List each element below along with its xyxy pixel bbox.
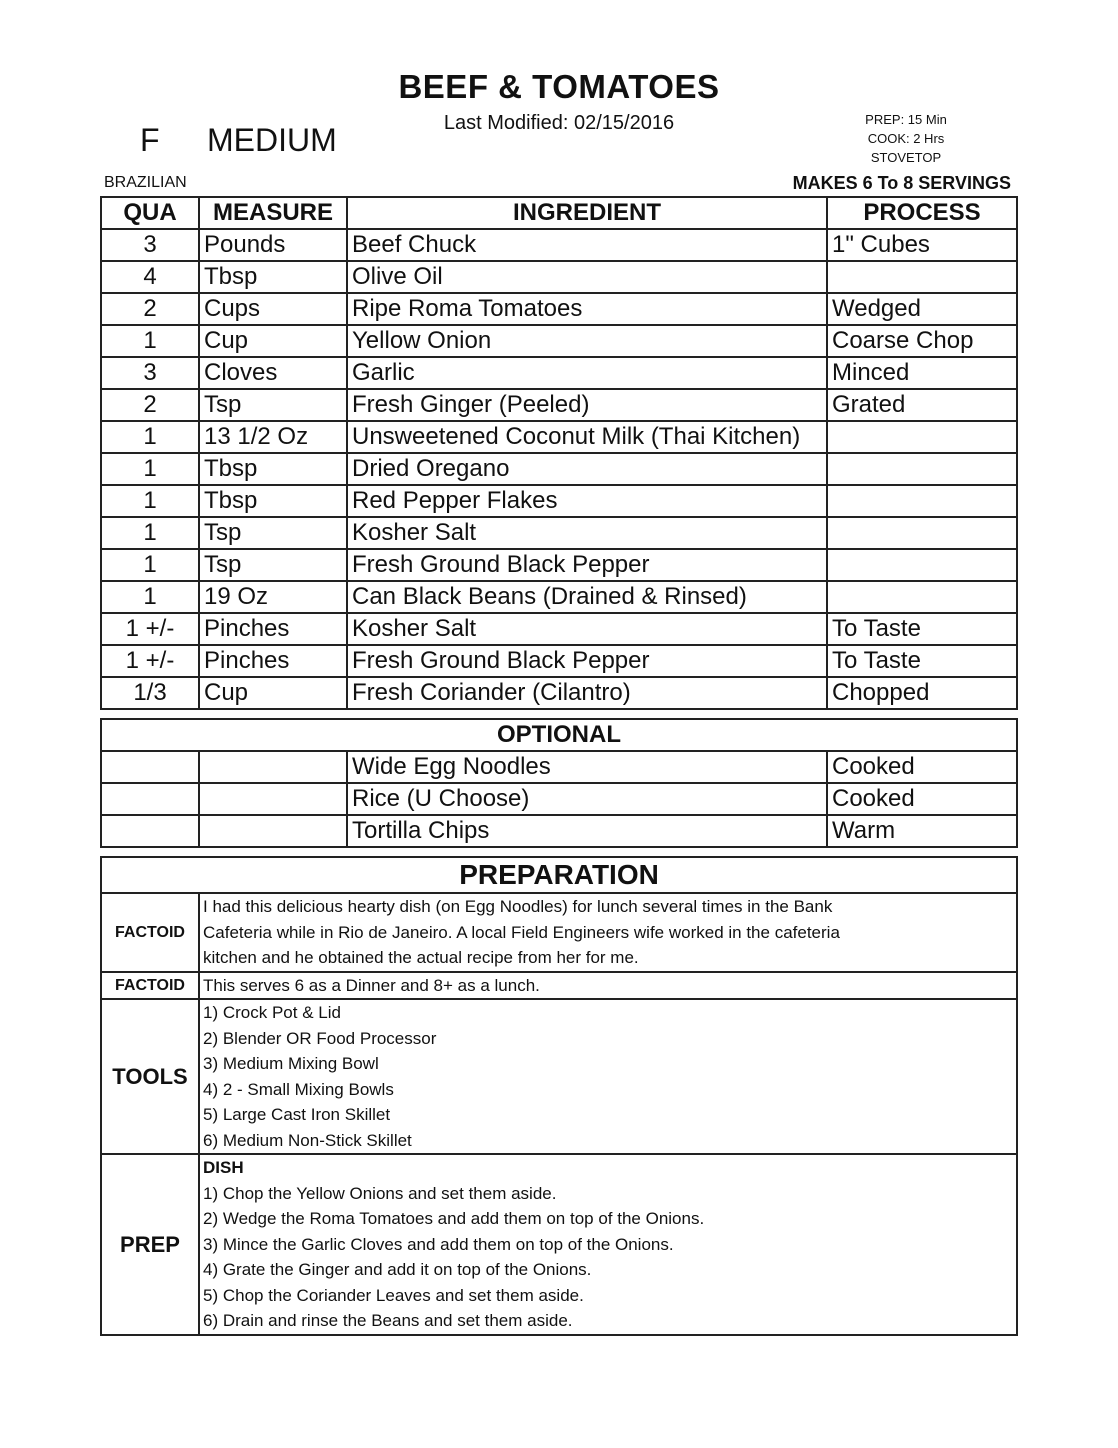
ingredient-row xyxy=(101,517,1017,549)
qty-cell: 2 xyxy=(101,293,199,325)
process-cell: Chopped xyxy=(827,677,1017,709)
ingredient-cell: Kosher Salt xyxy=(347,613,827,645)
ingredient-row xyxy=(101,389,1017,421)
ingredient-cell: Fresh Coriander (Cilantro) xyxy=(347,677,827,709)
measure-cell: Pinches xyxy=(199,645,347,677)
process-cell: Minced xyxy=(827,357,1017,389)
process-cell xyxy=(827,421,1017,453)
process-cell: Cooked xyxy=(827,783,1017,815)
ingredient-cell: Beef Chuck xyxy=(347,229,827,261)
tool-item: 1) Crock Pot & Lid xyxy=(203,1003,341,1022)
header-qua: QUA xyxy=(101,197,199,229)
measure-cell: Tsp xyxy=(199,389,347,421)
ingredient-row xyxy=(101,581,1017,613)
ingredient-cell: Garlic xyxy=(347,357,827,389)
qty-cell: 1 xyxy=(101,517,199,549)
qty-cell xyxy=(101,783,199,815)
ingredient-row xyxy=(101,261,1017,293)
qty-cell: 1 xyxy=(101,421,199,453)
process-cell xyxy=(827,581,1017,613)
qty-cell: 1 +/- xyxy=(101,645,199,677)
tool-item: 2) Blender OR Food Processor xyxy=(203,1028,437,1048)
header-ingredient: INGREDIENT xyxy=(347,197,827,229)
optional-row xyxy=(101,815,1017,847)
process-cell xyxy=(827,261,1017,293)
ingredient-cell: Fresh Ground Black Pepper xyxy=(347,549,827,581)
measure-cell: Cups xyxy=(199,293,347,325)
recipe-title: BEEF & TOMATOES xyxy=(398,68,720,105)
optional-row xyxy=(101,751,1017,783)
qty-cell: 1 xyxy=(101,485,199,517)
measure-cell: Tsp xyxy=(199,517,347,549)
prep-label: PREP xyxy=(101,1154,199,1335)
tool-item: 6) Medium Non-Stick Skillet xyxy=(203,1130,412,1150)
measure-cell xyxy=(199,751,347,783)
qty-cell: 4 xyxy=(101,261,199,293)
ingredient-row xyxy=(101,549,1017,581)
qty-cell: 1 xyxy=(101,325,199,357)
prep-step: 2) Wedge the Roma Tomatoes and add them on top of the Onions. xyxy=(203,1209,705,1228)
ingredient-row xyxy=(101,421,1017,453)
ingredient-row xyxy=(101,453,1017,485)
ingredient-row xyxy=(101,293,1017,325)
qty-cell xyxy=(101,751,199,783)
process-cell: Wedged xyxy=(827,293,1017,325)
measure-cell: Tbsp xyxy=(199,453,347,485)
prep-step: 5) Chop the Coriander Leaves and set them aside. xyxy=(203,1285,584,1305)
ingredient-cell: Olive Oil xyxy=(347,261,827,293)
qty-cell xyxy=(101,815,199,847)
process-cell xyxy=(827,453,1017,485)
optional-table xyxy=(100,718,1018,848)
process-cell xyxy=(827,549,1017,581)
ingredient-row xyxy=(101,645,1017,677)
ingredient-row xyxy=(101,677,1017,709)
header-measure: MEASURE xyxy=(199,197,347,229)
measure-cell xyxy=(199,815,347,847)
servings: MAKES 6 To 8 SERVINGS xyxy=(792,173,1011,193)
factoid-row xyxy=(101,972,1017,1000)
factoid-label: FACTOID xyxy=(101,972,199,1000)
ingredient-cell: Dried Oregano xyxy=(347,453,827,485)
factoid-line: Cafeteria while in Rio de Janeiro. A local Field Engineers wife worked in the cafeteria xyxy=(203,922,840,942)
cuisine: BRAZILIAN xyxy=(104,174,187,191)
ingredient-cell: Ripe Roma Tomatoes xyxy=(347,293,827,325)
cook-time: COOK: 2 Hrs xyxy=(867,131,945,146)
header-process: PROCESS xyxy=(827,197,1017,229)
tool-item: 5) Large Cast Iron Skillet xyxy=(203,1105,391,1124)
process-cell xyxy=(827,485,1017,517)
prep-step: 4) Grate the Ginger and add it on top of the Onions. xyxy=(203,1260,592,1279)
ingredient-cell: Unsweetened Coconut Milk (Thai Kitchen) xyxy=(347,421,827,453)
ingredient-row xyxy=(101,357,1017,389)
process-cell: Warm xyxy=(827,815,1017,847)
prep-time: PREP: 15 Min xyxy=(865,112,947,127)
qty-cell: 1 xyxy=(101,453,199,485)
factoid-text xyxy=(199,893,1017,972)
prep-steps xyxy=(199,1154,1017,1335)
qty-cell: 1 +/- xyxy=(101,613,199,645)
ingredient-row xyxy=(101,613,1017,645)
prep-step: 3) Mince the Garlic Cloves and add them on top of the Onions. xyxy=(203,1234,674,1254)
prep-row xyxy=(101,1154,1017,1335)
process-cell: 1" Cubes xyxy=(827,229,1017,261)
process-cell xyxy=(827,517,1017,549)
cook-method: STOVETOP xyxy=(870,150,942,165)
prep-heading: DISH xyxy=(203,1158,244,1177)
optional-header: OPTIONAL xyxy=(101,719,1017,751)
measure-cell: Tsp xyxy=(199,549,347,581)
ingredient-cell: Can Black Beans (Drained & Rinsed) xyxy=(347,581,827,613)
ingredient-cell: Tortilla Chips xyxy=(347,815,827,847)
process-cell: Cooked xyxy=(827,751,1017,783)
ingredients-table xyxy=(100,196,1018,710)
qty-cell: 1/3 xyxy=(101,677,199,709)
time-info xyxy=(846,110,966,167)
measure-cell: Tbsp xyxy=(199,485,347,517)
ingredient-row xyxy=(101,229,1017,261)
qty-cell: 3 xyxy=(101,357,199,389)
optional-row xyxy=(101,783,1017,815)
ingredient-cell: Fresh Ginger (Peeled) xyxy=(347,389,827,421)
measure-cell: Cup xyxy=(199,677,347,709)
ingredient-cell: Fresh Ground Black Pepper xyxy=(347,645,827,677)
ingredient-cell: Red Pepper Flakes xyxy=(347,485,827,517)
difficulty-level: MEDIUM xyxy=(207,122,337,158)
measure-cell: Cloves xyxy=(199,357,347,389)
ingredient-row xyxy=(101,485,1017,517)
recipe-flag: F xyxy=(140,122,160,158)
tools-list xyxy=(199,999,1017,1154)
preparation-table xyxy=(100,856,1018,1336)
measure-cell: 19 Oz xyxy=(199,581,347,613)
factoid-label: FACTOID xyxy=(101,893,199,972)
measure-cell: Tbsp xyxy=(199,261,347,293)
measure-cell: Cup xyxy=(199,325,347,357)
qty-cell: 1 xyxy=(101,581,199,613)
measure-cell: 13 1/2 Oz xyxy=(199,421,347,453)
process-cell: To Taste xyxy=(827,613,1017,645)
tools-label: TOOLS xyxy=(101,999,199,1154)
measure-cell xyxy=(199,783,347,815)
process-cell: Coarse Chop xyxy=(827,325,1017,357)
factoid-text: This serves 6 as a Dinner and 8+ as a lunch. xyxy=(199,972,1017,1000)
prep-step: 6) Drain and rinse the Beans and set them aside. xyxy=(203,1311,573,1330)
process-cell: Grated xyxy=(827,389,1017,421)
ingredient-cell: Wide Egg Noodles xyxy=(347,751,827,783)
ingredient-cell: Yellow Onion xyxy=(347,325,827,357)
factoid-row xyxy=(101,893,1017,972)
tool-item: 3) Medium Mixing Bowl xyxy=(203,1054,379,1073)
qty-cell: 1 xyxy=(101,549,199,581)
factoid-line: kitchen and he obtained the actual recipe from her for me. xyxy=(203,948,639,967)
ingredients-header-row xyxy=(101,197,1017,229)
measure-cell: Pinches xyxy=(199,613,347,645)
ingredient-row xyxy=(101,325,1017,357)
qty-cell: 2 xyxy=(101,389,199,421)
tools-row xyxy=(101,999,1017,1154)
last-modified: Last Modified: 02/15/2016 xyxy=(443,112,675,134)
process-cell: To Taste xyxy=(827,645,1017,677)
ingredient-cell: Rice (U Choose) xyxy=(347,783,827,815)
tool-item: 4) 2 - Small Mixing Bowls xyxy=(203,1079,394,1099)
preparation-header: PREPARATION xyxy=(101,857,1017,893)
prep-step: 1) Chop the Yellow Onions and set them aside. xyxy=(203,1183,557,1203)
measure-cell: Pounds xyxy=(199,229,347,261)
qty-cell: 3 xyxy=(101,229,199,261)
factoid-line: I had this delicious hearty dish (on Egg Noodles) for lunch several times in the Bank xyxy=(203,897,833,916)
ingredient-cell: Kosher Salt xyxy=(347,517,827,549)
